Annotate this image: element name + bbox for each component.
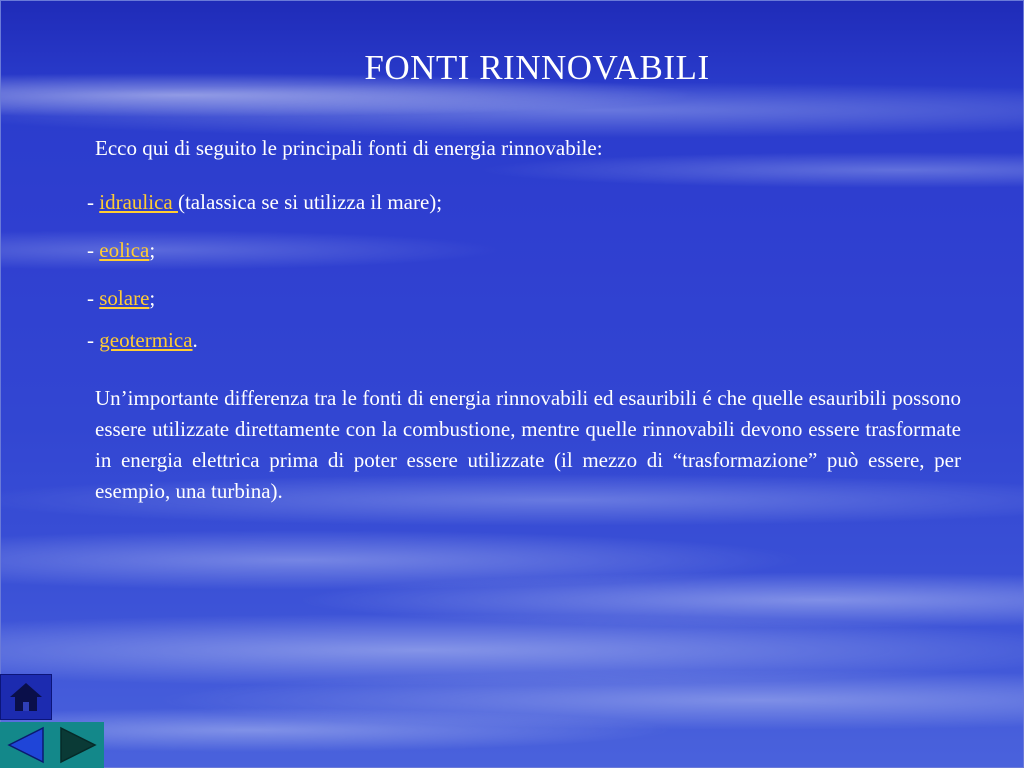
list-bullet: -	[87, 190, 100, 214]
list-item	[87, 190, 442, 215]
next-slide-button[interactable]	[52, 722, 104, 768]
list-item-suffix: ;	[149, 286, 156, 310]
list-item-suffix: (talassica se si utilizza il mare);	[177, 190, 443, 214]
arrow-left-icon	[0, 722, 52, 768]
intro-text: Ecco qui di seguito le principali fonti di energia rinnovabile:	[95, 136, 603, 160]
link-idraulica[interactable]: idraulica	[99, 190, 178, 214]
link-eolica[interactable]: eolica	[99, 238, 150, 262]
home-icon	[1, 675, 51, 719]
link-geotermica[interactable]: geotermica	[99, 328, 193, 352]
slide-title: FONTI RINNOVABILI	[364, 48, 710, 87]
body-paragraph: Un’importante differenza tra le fonti di energia rinnovabili ed esauribili é che quelle esauribili possono essere utilizzate direttamente con la combustione, mentre quelle rinnovabili devono essere trasformate in energia elettrica prima di poter essere utilizzate (il mezzo di “trasformazione” può essere, per esempio, una turbina).	[95, 386, 961, 503]
previous-slide-button[interactable]	[0, 722, 52, 768]
list-item-suffix: .	[192, 328, 198, 352]
list-bullet: -	[87, 238, 100, 262]
arrow-right-icon	[52, 722, 104, 768]
list-item-suffix: ;	[149, 238, 156, 262]
home-button[interactable]	[0, 674, 52, 720]
link-solare[interactable]: solare	[99, 286, 150, 310]
list-item	[87, 286, 155, 311]
list-item	[87, 328, 198, 353]
list-bullet: -	[87, 328, 100, 352]
list-item	[87, 238, 155, 263]
list-bullet: -	[87, 286, 100, 310]
